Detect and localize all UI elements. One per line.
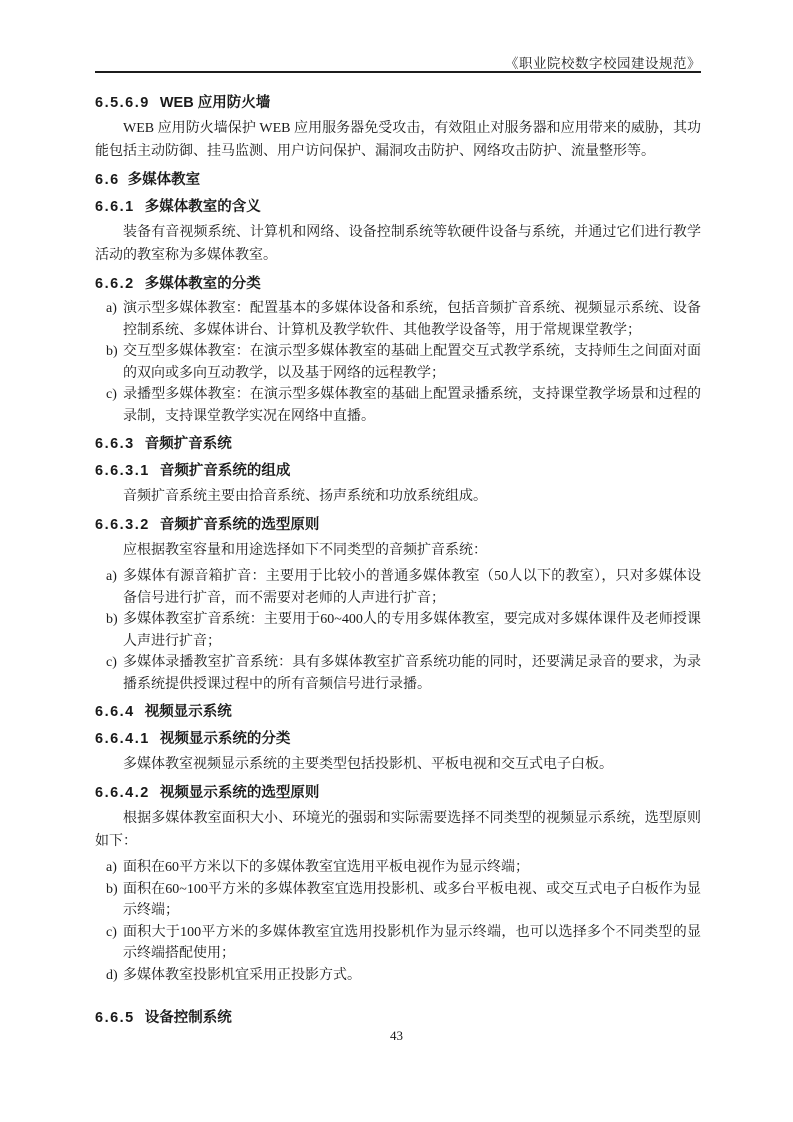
heading-number: 6.6.3 bbox=[95, 436, 135, 452]
list-item bbox=[95, 652, 701, 695]
list-item bbox=[95, 922, 701, 965]
list-item bbox=[95, 341, 701, 384]
item-label: b) bbox=[106, 612, 118, 627]
page-header bbox=[95, 52, 701, 72]
heading-title: 音频扩音系统的组成 bbox=[159, 463, 291, 479]
section-heading bbox=[95, 434, 701, 454]
section-heading bbox=[95, 515, 701, 535]
list-item bbox=[95, 879, 701, 922]
section-heading bbox=[95, 197, 701, 217]
heading-number: 6.6.3.1 bbox=[95, 463, 150, 479]
heading-title: 多媒体教室的含义 bbox=[144, 199, 261, 215]
list-item bbox=[95, 857, 701, 879]
item-text: 面积大于100平方米的多媒体教室宜选用投影机作为显示终端，也可以选择多个不同类型的显示终端搭配使用； bbox=[123, 924, 701, 961]
heading-title: 视频显示系统的分类 bbox=[159, 731, 291, 747]
item-label: d) bbox=[106, 967, 118, 983]
paragraph: 应根据教室容量和用途选择如下不同类型的音频扩音系统： bbox=[123, 543, 487, 558]
section-heading bbox=[95, 729, 701, 749]
section-heading bbox=[95, 93, 701, 113]
header-title: 《职业院校数字校园建设规范》 bbox=[505, 56, 701, 71]
item-label: c) bbox=[106, 924, 117, 940]
page-number: 43 bbox=[390, 1028, 403, 1043]
item-text: 演示型多媒体教室：配置基本的多媒体设备和系统，包括音频扩音系统、视频显示系统、设备控制系统、多媒体讲台、计算机及教学软件、其他教学设备等，用于常规课堂教学； bbox=[123, 301, 701, 338]
item-text: 多媒体教室扩音系统：主要用于60~400人的专用多媒体教室，要完成对多媒体课件及老师授课人声进行扩音； bbox=[123, 612, 701, 649]
heading-title: 音频扩音系统的选型原则 bbox=[159, 517, 320, 533]
heading-title: 多媒体教室的分类 bbox=[144, 276, 261, 292]
item-label: c) bbox=[106, 387, 117, 402]
list-item bbox=[95, 609, 701, 652]
heading-title: 音频扩音系统 bbox=[144, 436, 232, 452]
heading-number: 6.6.4.2 bbox=[95, 785, 150, 801]
section-heading bbox=[95, 783, 701, 803]
paragraph: 根据多媒体教室面积大小、环境光的强弱和实际需要选择不同类型的视频显示系统，选型原则如下： bbox=[95, 811, 701, 849]
list-item bbox=[95, 566, 701, 609]
list bbox=[95, 566, 701, 695]
heading-title: 设备控制系统 bbox=[144, 1010, 232, 1026]
item-text: 交互型多媒体教室：在演示型多媒体教室的基础上配置交互式教学系统，支持师生之间面对面的双向或多向互动教学，以及基于网络的远程教学； bbox=[123, 344, 701, 381]
heading-title: 多媒体教室 bbox=[127, 172, 201, 188]
item-label: a) bbox=[106, 569, 117, 584]
paragraph: WEB 应用防火墙保护 WEB 应用服务器免受攻击，有效阻止对服务器和应用带来的威胁，其功能包括主动防御、挂马监测、用户访问保护、漏洞攻击防护、网络攻击防护、流量整形等。 bbox=[95, 121, 701, 159]
list-item bbox=[95, 298, 701, 341]
item-text: 录播型多媒体教室：在演示型多媒体教室的基础上配置录播系统，支持课堂教学场景和过程的录制，支持课堂教学实况在网络中直播。 bbox=[123, 387, 701, 424]
item-text: 面积在60平方米以下的多媒体教室宜选用平板电视作为显示终端； bbox=[123, 860, 529, 875]
heading-number: 6.6.4.1 bbox=[95, 731, 150, 747]
section-heading bbox=[95, 461, 701, 481]
item-label: c) bbox=[106, 655, 117, 670]
item-label: a) bbox=[106, 301, 117, 316]
item-text: 多媒体录播教室扩音系统：具有多媒体教室扩音系统功能的同时，还要满足录音的要求，为录播系统提供授课过程中的所有音频信号进行录播。 bbox=[123, 655, 701, 692]
content bbox=[95, 86, 701, 1032]
section-heading bbox=[95, 274, 701, 294]
page-footer bbox=[0, 1028, 793, 1044]
item-text: 多媒体教室投影机宜采用正投影方式。 bbox=[123, 967, 361, 983]
header-rule bbox=[95, 71, 701, 73]
heading-title: WEB 应用防火墙 bbox=[159, 95, 271, 111]
heading-number: 6.6.2 bbox=[95, 276, 135, 292]
heading-number: 6.6.5 bbox=[95, 1010, 135, 1026]
heading-number: 6.6.3.2 bbox=[95, 517, 150, 533]
heading-number: 6.6 bbox=[95, 172, 120, 188]
section-heading bbox=[95, 1008, 701, 1028]
item-label: a) bbox=[106, 860, 117, 875]
list bbox=[95, 857, 701, 986]
item-label: b) bbox=[106, 881, 118, 897]
item-text: 多媒体有源音箱扩音：主要用于比较小的普通多媒体教室（50人以下的教室），只对多媒体设备信号进行扩音，而不需要对老师的人声进行扩音； bbox=[123, 569, 701, 606]
item-label: b) bbox=[106, 344, 118, 359]
list-item bbox=[95, 384, 701, 427]
section-heading bbox=[95, 170, 701, 190]
list-item bbox=[95, 965, 701, 987]
list bbox=[95, 298, 701, 427]
heading-number: 6.6.1 bbox=[95, 199, 135, 215]
section-heading bbox=[95, 702, 701, 722]
heading-title: 视频显示系统的选型原则 bbox=[159, 785, 320, 801]
paragraph: 装备有音视频系统、计算机和网络、设备控制系统等软硬件设备与系统，并通过它们进行教学活动的教室称为多媒体教室。 bbox=[95, 225, 701, 263]
heading-title: 视频显示系统 bbox=[144, 704, 232, 720]
item-text: 面积在60~100平方米的多媒体教室宜选用投影机、或多台平板电视、或交互式电子白板作为显示终端； bbox=[123, 881, 701, 918]
paragraph: 多媒体教室视频显示系统的主要类型包括投影机、平板电视和交互式电子白板。 bbox=[123, 757, 613, 772]
heading-number: 6.5.6.9 bbox=[95, 95, 150, 111]
paragraph: 音频扩音系统主要由拾音系统、扬声系统和功放系统组成。 bbox=[123, 489, 487, 504]
heading-number: 6.6.4 bbox=[95, 704, 135, 720]
